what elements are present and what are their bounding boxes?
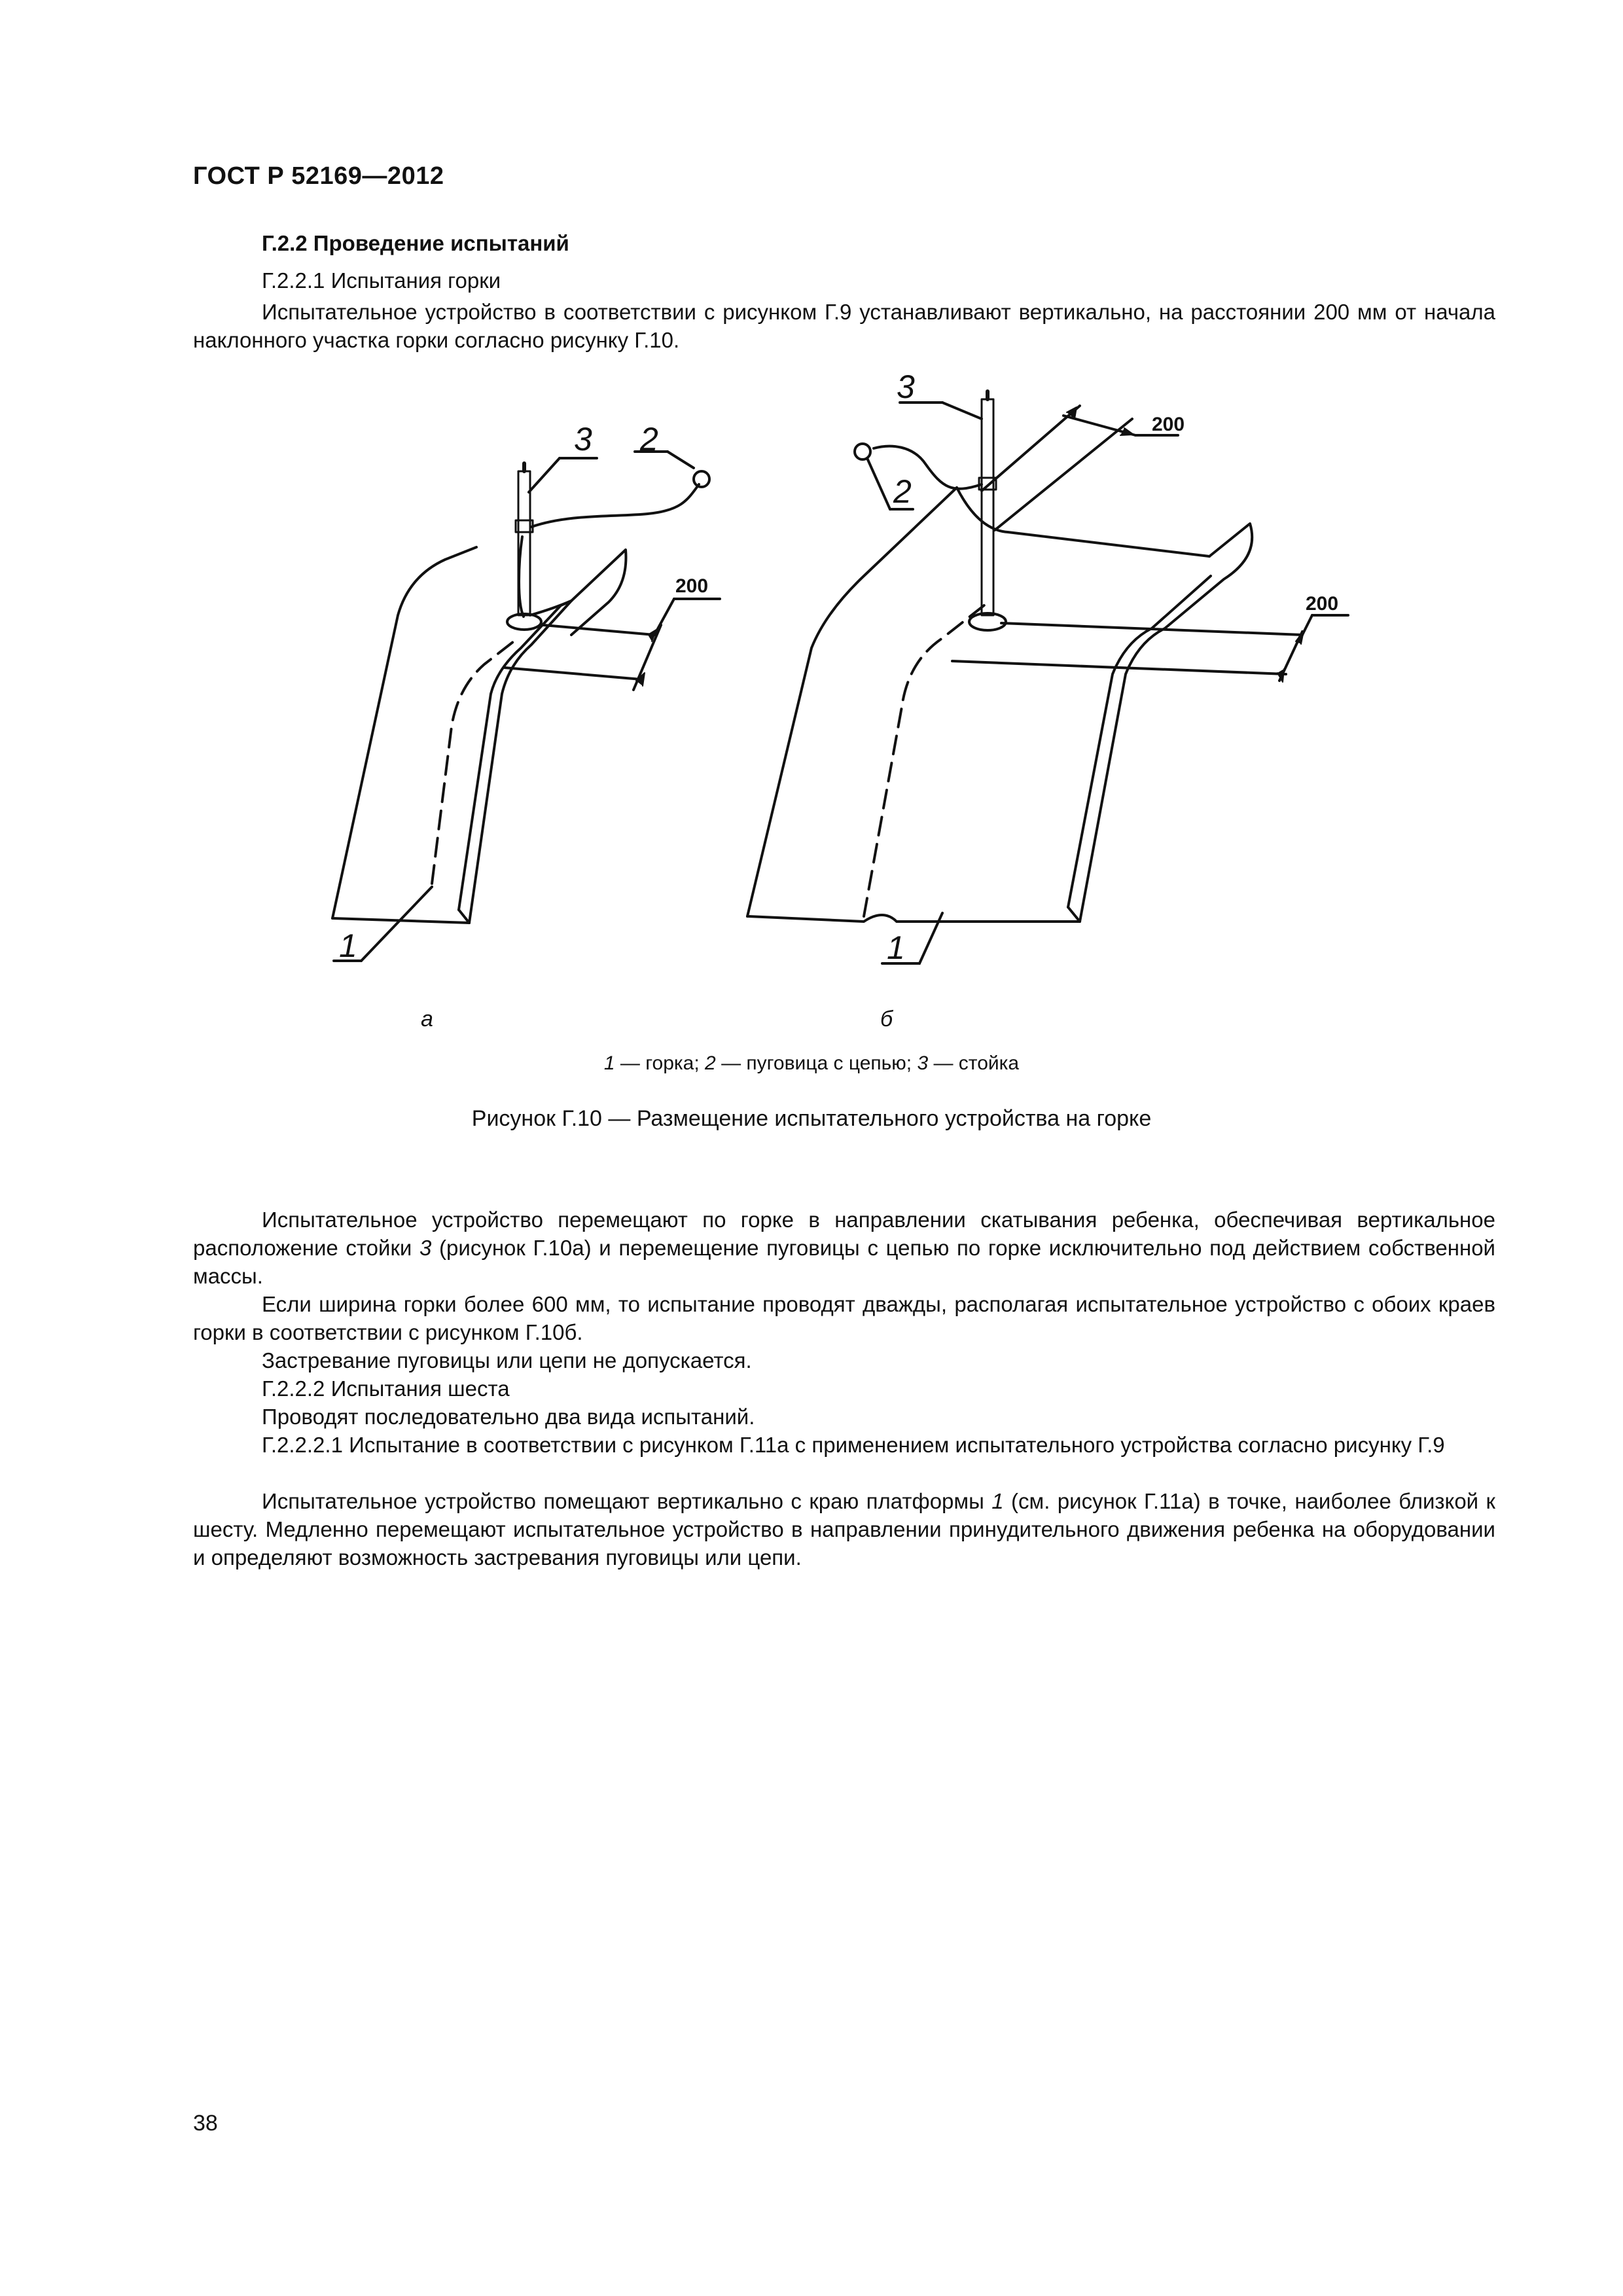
section-heading: Г.2.2 Проведение испытаний: [262, 231, 569, 255]
label-b-2: 2: [893, 473, 912, 510]
paragraph-intro: Испытательное устройство в соответствии с рисунком Г.9 устанавливают вертикально, на расстоянии 200 мм от начала наклонного участка горки согласно рисунку Г.10.: [193, 300, 1495, 352]
diagram-b: [747, 391, 1348, 963]
paragraph-6: Г.2.2.2.1 Испытание в соответствии с рисунком Г.11а с применением испытательного устройства согласно рисунку Г.9: [262, 1433, 1445, 1457]
figure-caption: Рисунок Г.10 — Размещение испытательного устройства на горке: [471, 1106, 1152, 1131]
slide-a-left-edge: [332, 547, 476, 918]
button-b: [855, 444, 870, 459]
label-a-1: 1: [339, 927, 357, 964]
figure-slide-diagrams: [0, 367, 1623, 1073]
paragraph-4: Г.2.2.2 Испытания шеста: [262, 1376, 510, 1401]
paragraph-2: Если ширина горки более 600 мм, то испытание проводят дважды, располагая испытательное устройство с обоих краев горки в соответствии с рисунком Г.10б.: [193, 1292, 1495, 1344]
slide-b-rail: [1080, 524, 1252, 922]
slide-a-outer-rail: [459, 601, 571, 910]
subsection-title: Г.2.2.1 Испытания горки: [262, 268, 501, 293]
document-header: ГОСТ Р 52169—2012: [193, 162, 444, 190]
paragraph-5: Проводят последовательно два вида испытаний.: [262, 1405, 755, 1429]
chain-a: [531, 484, 699, 527]
label-b-1: 1: [887, 929, 905, 966]
label-b-3: 3: [897, 368, 915, 405]
button-a: [694, 471, 709, 487]
dim-b-right-label: 200: [1306, 593, 1339, 615]
subfigure-b-label: б: [880, 1007, 893, 1031]
slide-b-left-edge: [747, 488, 957, 916]
dim-b-top-label: 200: [1152, 414, 1185, 435]
figure-legend: 1 — горка; 2 — пуговица с цепью; 3 — стойка: [603, 1052, 1020, 1074]
paragraph-7: Испытательное устройство помещают вертикально с краю платформы 1 (см. рисунок Г.11а) в точке, наиболее близкой к шесту. Медленно перемещают испытательное устройство в направлении принудительного движения ребенка на оборудовании и определяют возможность застревания пуговицы или цепи.: [193, 1489, 1495, 1570]
page-number: 38: [193, 2111, 218, 2136]
chain-b: [874, 446, 982, 489]
dim-b-top: [982, 406, 1135, 530]
slide-a-centreline: [432, 641, 514, 884]
post-b: [982, 399, 993, 615]
subfigure-a-label: а: [421, 1007, 433, 1031]
slide-b-centreline: [864, 602, 988, 916]
paragraph-3: Застревание пуговицы или цепи не допускается.: [262, 1348, 752, 1372]
paragraph-1: Испытательное устройство перемещают по горке в направлении скатывания ребенка, обеспечивая вертикальное расположение стойки 3 (рисунок Г.10а) и перемещение пуговицы с цепью по горке исключительно под действием собственной массы.: [193, 1208, 1495, 1288]
label-a-2: 2: [640, 421, 658, 457]
dim-a-label: 200: [675, 575, 709, 597]
slide-b-bottom-edge: [747, 915, 1080, 922]
diagram-a: [332, 452, 720, 961]
label-a-3: 3: [574, 421, 592, 457]
